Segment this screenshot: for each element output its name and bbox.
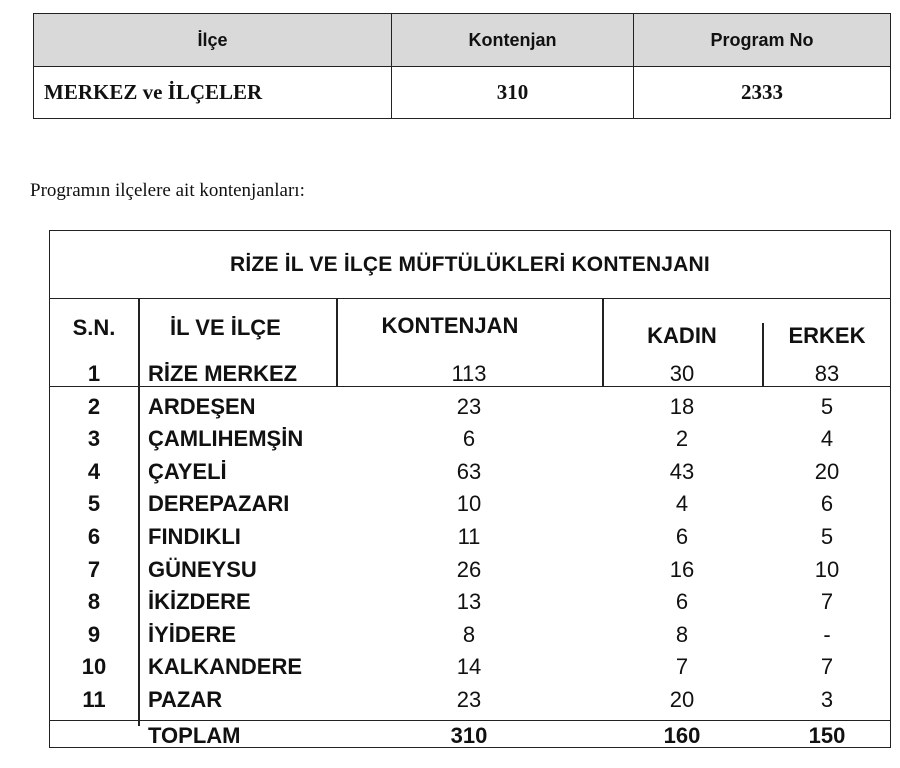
row-men: 5 xyxy=(820,393,834,419)
table-row xyxy=(50,457,890,490)
header-name: İL VE İLÇE xyxy=(170,315,281,340)
row-sn: 5 xyxy=(87,491,101,517)
summary-quota: 310 xyxy=(392,67,634,119)
table-row xyxy=(50,522,890,555)
quota-table-title: RİZE İL VE İLÇE MÜFTÜLÜKLERİ KONTENJANI xyxy=(50,231,890,299)
header-district: İlçe xyxy=(34,14,392,67)
intro-text: Programın ilçelere ait kontenjanları: xyxy=(30,180,305,201)
row-women: 8 xyxy=(675,621,689,647)
row-sn: 1 xyxy=(87,361,101,386)
row-district-name: ÇAYELİ xyxy=(148,458,227,484)
row-men: 5 xyxy=(820,524,834,549)
row-district-name: KALKANDERE xyxy=(148,654,302,680)
row-women: 7 xyxy=(675,654,689,680)
row-quota: 14 xyxy=(456,654,482,680)
row-quota: 13 xyxy=(456,589,482,615)
header-quota: KONTENJAN xyxy=(381,313,519,338)
table-row xyxy=(50,424,890,457)
row-quota: 10 xyxy=(456,491,482,517)
header-program-no: Program No xyxy=(634,14,891,67)
row-quota: 23 xyxy=(456,687,482,712)
column-divider xyxy=(602,299,604,387)
row-men: 6 xyxy=(820,491,834,517)
summary-header-row xyxy=(34,14,891,67)
row-district-name: GÜNEYSU xyxy=(148,556,257,582)
summary-row xyxy=(34,67,891,119)
table-row xyxy=(50,685,890,718)
row-quota: 113 xyxy=(451,361,487,386)
row-men: 7 xyxy=(820,589,834,615)
summary-district: MERKEZ ve İLÇELER xyxy=(34,67,392,119)
row-sn: 2 xyxy=(87,393,101,419)
table-row xyxy=(50,392,890,425)
row-men: 20 xyxy=(814,458,840,484)
district-quota-table xyxy=(49,230,891,748)
table-row xyxy=(50,587,890,620)
total-label: TOPLAM xyxy=(148,722,241,748)
row-men: 3 xyxy=(820,687,834,712)
column-divider xyxy=(336,299,338,387)
row-women: 6 xyxy=(675,524,689,549)
column-divider xyxy=(762,323,764,387)
table-row xyxy=(50,620,890,653)
row-sn: 6 xyxy=(87,524,101,549)
row-women: 20 xyxy=(669,687,695,712)
row-sn: 7 xyxy=(87,556,101,582)
header-men: ERKEK xyxy=(788,323,866,348)
total-quota: 310 xyxy=(450,722,488,748)
row-quota: 11 xyxy=(457,524,481,549)
row-sn: 3 xyxy=(87,426,101,452)
table-row xyxy=(50,652,890,685)
row-men: 10 xyxy=(814,556,840,582)
row-district-name: İYİDERE xyxy=(148,621,237,647)
row-district-name: İKİZDERE xyxy=(148,589,251,615)
row-quota: 26 xyxy=(456,556,482,582)
row-district-name: FINDIKLI xyxy=(148,524,241,549)
table-row xyxy=(50,555,890,588)
row-quota: 6 xyxy=(462,426,476,452)
table-row xyxy=(50,359,890,392)
row-district-name: DEREPAZARI xyxy=(148,491,290,517)
header-women: KADIN xyxy=(647,323,717,348)
row-women: 43 xyxy=(669,458,695,484)
row-women: 2 xyxy=(675,426,689,452)
row-women: 18 xyxy=(669,393,695,419)
table-row xyxy=(50,489,890,522)
row-sn: 10 xyxy=(81,654,107,680)
row-sn: 4 xyxy=(87,458,101,484)
row-quota: 8 xyxy=(462,621,476,647)
row-quota: 63 xyxy=(456,458,482,484)
header-quota: Kontenjan xyxy=(392,14,634,67)
summary-program-no: 2333 xyxy=(634,67,891,119)
row-women: 30 xyxy=(669,361,695,386)
row-men: 7 xyxy=(820,654,834,680)
row-quota: 23 xyxy=(456,393,482,419)
row-district-name: ÇAMLIHEMŞİN xyxy=(148,426,304,452)
row-women: 16 xyxy=(669,556,695,582)
header-sn: S.N. xyxy=(72,315,116,340)
row-sn: 8 xyxy=(87,589,101,615)
row-sn: 11 xyxy=(82,687,106,712)
row-sn: 9 xyxy=(87,621,101,647)
column-divider xyxy=(138,299,140,726)
total-row xyxy=(50,720,890,754)
row-women: 4 xyxy=(675,491,689,517)
total-women: 160 xyxy=(663,722,701,748)
program-summary-table xyxy=(33,13,891,119)
row-district-name: ARDEŞEN xyxy=(148,393,256,419)
row-men: 83 xyxy=(814,361,840,386)
row-district-name: PAZAR xyxy=(148,687,223,712)
total-men: 150 xyxy=(808,722,846,748)
row-district-name: RİZE MERKEZ xyxy=(148,361,298,386)
row-women: 6 xyxy=(675,589,689,615)
row-men: - xyxy=(823,621,831,647)
row-men: 4 xyxy=(820,426,834,452)
